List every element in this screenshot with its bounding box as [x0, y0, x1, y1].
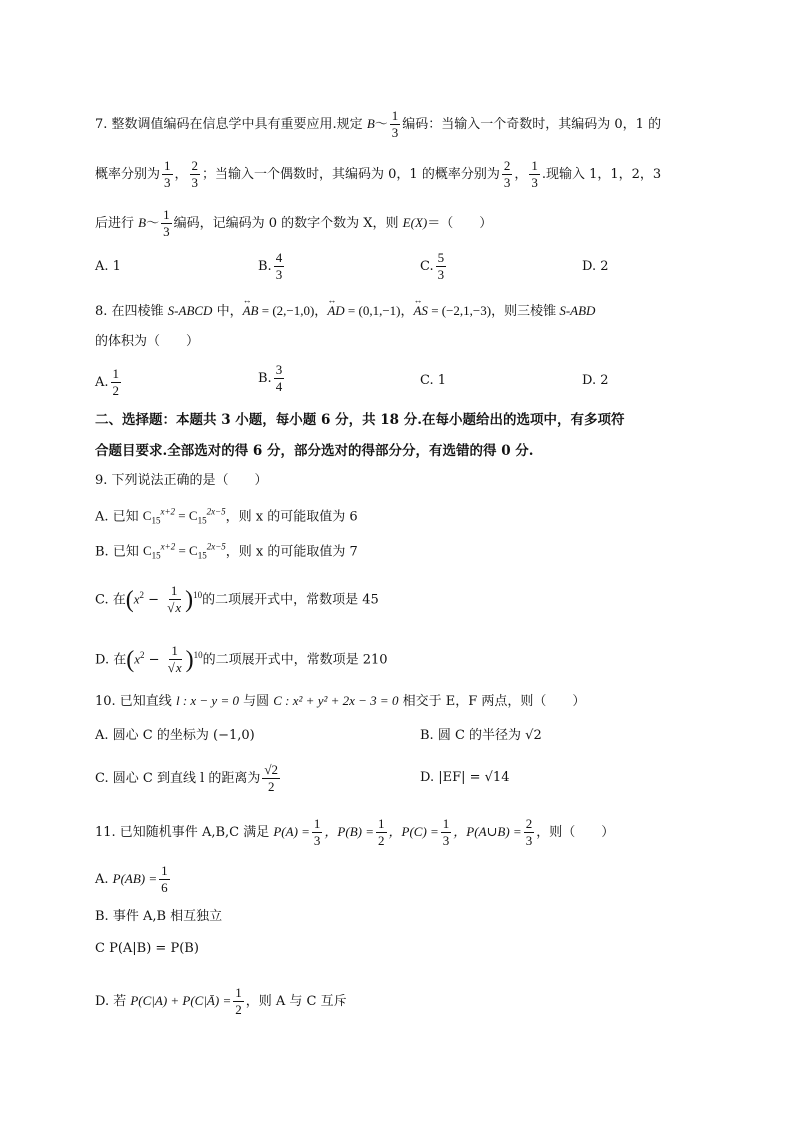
numerator: 1 [235, 985, 242, 1000]
q10-option-a: A. 圆心 C 的坐标为 (−1,0) [95, 728, 255, 743]
denominator: 2 [378, 833, 385, 848]
denominator: 3 [163, 224, 170, 239]
q7-option-c-fraction [436, 250, 447, 283]
numerator: 1 [391, 108, 399, 123]
comb-symbol: C [189, 543, 198, 559]
power: 10 [193, 590, 203, 600]
comb-n: 15 [151, 515, 161, 526]
q11-text: ，则（ ） [536, 825, 615, 840]
q9-text: ，则 x 的可能取值为 6 [225, 509, 358, 525]
var-x: x [133, 591, 140, 607]
numerator: 1 [161, 863, 168, 878]
q9-text: B. 已知 [95, 544, 143, 560]
denominator: 3 [503, 175, 511, 190]
q7-fraction [190, 158, 201, 191]
q10-option-c [95, 762, 282, 795]
q7-fraction [162, 158, 173, 191]
q8-line2: 的体积为（ ） [95, 334, 200, 349]
q7-option-b-fraction [274, 250, 285, 283]
q9-option-b [95, 538, 358, 565]
comb-k: 2x−5 [206, 542, 226, 552]
power: 10 [193, 650, 203, 660]
q7-option-d: D. 2 [582, 259, 609, 274]
q7-option-a: A. 1 [95, 259, 121, 274]
vector-ad: ↔ AD [327, 302, 344, 320]
binomial-fraction [165, 583, 183, 616]
q11-text: D. 若 [95, 994, 131, 1009]
comb-k: x+2 [160, 507, 176, 517]
comb-n: 15 [197, 550, 207, 561]
vector-as-value: = (−2,1,−3)，则三棱锥 [427, 303, 560, 318]
vector-as: ↔ AS [413, 302, 427, 320]
denominator: 2 [267, 779, 275, 794]
q7-text: 编码：当输入一个奇数时，其编码为 0，1 的 [402, 117, 662, 132]
q11-stem [95, 816, 614, 849]
numerator: 1 [531, 158, 538, 173]
exponent: 2 [140, 650, 145, 660]
conditional-sum: P(C|A) + P(C|Ā) = [130, 993, 232, 1008]
numerator: 2 [525, 816, 533, 831]
q7-tilde: ～ [374, 117, 388, 132]
q9-stem: 9. 下列说法正确的是（ ） [95, 473, 268, 488]
denominator: 3 [313, 833, 321, 848]
line-equation: l : x − y = 0 [175, 693, 239, 708]
numerator: 1 [163, 207, 170, 222]
q9-text: C. 在 [95, 592, 126, 608]
q9-text: D. 在 [95, 652, 127, 668]
denominator: √x [167, 660, 182, 676]
prob-a-union-b-value [524, 816, 535, 849]
numerator: 1 [171, 643, 178, 659]
q10-text: 10. 已知直线 [95, 694, 176, 709]
q8-text: 中， [212, 304, 243, 319]
vector-ab: ↔ AB [243, 302, 259, 320]
numerator: 2 [503, 158, 511, 173]
denominator: 3 [164, 175, 171, 190]
q8-option-a-fraction [111, 366, 122, 399]
comb-k: x+2 [160, 542, 176, 552]
q11-option-c: C P(A|B) = P(B) [95, 941, 199, 956]
q8-tri-name: S-ABD [559, 303, 596, 318]
denominator: 3 [525, 833, 533, 848]
q9-text: A. 已知 [95, 509, 143, 525]
q7-text: 编码，记编码为 0 的数字个数为 X，则 [173, 216, 403, 231]
q11-text: ，则 A 与 C 互斥 [245, 994, 347, 1009]
q10-text: C. 圆心 C 到直线 l 的距离为 [95, 771, 261, 786]
option-label: A. [95, 872, 113, 887]
q8-option-c: C. 1 [420, 373, 447, 388]
q8-option-a [95, 366, 123, 399]
q7-fraction [161, 207, 172, 240]
section2-heading-line1: 二、选择题：本题共 3 小题，每小题 6 分，共 18 分.在每小题给出的选项中，有多项符 [95, 412, 625, 428]
numerator: 1 [313, 816, 321, 831]
q10-text: 与圆 [238, 694, 274, 709]
denominator: 3 [391, 125, 399, 140]
denominator: 3 [531, 175, 538, 190]
q7-option-b [258, 250, 286, 283]
section2-heading-line2: 合题目要求.全部选对的得 6 分，部分选对的得部分分，有选错的得 0 分. [95, 443, 534, 459]
q7-text: 概率分别为 [95, 167, 161, 182]
q9-text: 的二项展开式中，常数项是 45 [202, 592, 379, 608]
q10-stem [95, 692, 585, 711]
q8-text: 8. 在四棱锥 [95, 304, 168, 319]
comb-symbol: C [142, 508, 152, 524]
q7-line2: 概率分别为 $\frac{1}{3}$ ， $\frac{2}{3}$ ；当输入一个偶数时，其编码为 0，1 的概率分别为 $\frac{2}{3}$ ， $\frac{1}{3}$ .现输入 1，1，2，3 [95, 158, 662, 190]
binomial-fraction [166, 643, 184, 676]
numerator: 4 [275, 250, 283, 265]
combination-expr: $C_{15}^{x+2} = C_{15}^{2x-5}$ [142, 542, 226, 561]
circle-equation: C : x² + y² + 2x − 3 = 0 [273, 693, 399, 708]
prob-a: P(A) = [273, 824, 310, 839]
prob-c-value [441, 816, 452, 849]
var-x: x [134, 651, 141, 667]
q7-text: 7. 整数调值编码在信息学中具有重要应用.规定 [95, 117, 367, 132]
q7-symbol: B [366, 116, 375, 131]
vector-ab-value: = (2,−1,0)， [258, 303, 328, 318]
q11-option-d [95, 985, 347, 1018]
q7-fraction [529, 158, 540, 191]
q7-fraction [502, 158, 513, 191]
q9-option-a [95, 503, 358, 530]
comb-symbol: C [142, 543, 152, 559]
numerator: 3 [275, 362, 283, 377]
numerator: 2 [191, 158, 199, 173]
denominator: 4 [275, 379, 283, 394]
numerator: 1 [112, 366, 120, 381]
option-label: A. [95, 375, 109, 390]
q8-option-b-fraction [274, 362, 285, 395]
prob-a-union-b: ，P(A∪B) = [453, 824, 522, 839]
prob-a-value [312, 816, 323, 849]
denominator: 3 [442, 833, 450, 848]
denominator: √x [167, 600, 182, 616]
conditional-sum-value [233, 985, 244, 1018]
comb-k: 2x−5 [206, 507, 226, 517]
q9-option-c: C. 在($x^2$ − $\frac{1}{√x}$ )$^{10}$的二项展开式中，常数项是 45 [95, 583, 379, 616]
q10-option-b: B. 圆 C 的半径为 √2 [420, 728, 542, 743]
denominator: 2 [235, 1002, 242, 1017]
comb-symbol: C [188, 508, 198, 524]
q9-option-d: D. 在($x^2$ − $\frac{1}{√x}$ )$^{10}$的二项展开式中，常数项是 210 [95, 643, 388, 676]
prob-ab: P(AB) = [112, 871, 158, 886]
q8-option-d: D. 2 [582, 373, 609, 388]
q7-text: ；当输入一个偶数时，其编码为 0，1 的概率分别为 [202, 167, 500, 182]
q10-option-d: D. |EF| = √14 [420, 770, 510, 785]
q8-line1 [95, 302, 595, 321]
prob-ab-value [159, 863, 170, 896]
q11-option-b: B. 事件 A,B 相互独立 [95, 909, 223, 924]
q7-text: .现输入 1，1，2，3 [541, 167, 662, 182]
denominator: 6 [161, 880, 168, 895]
q7-text: ＝（ ） [427, 216, 493, 231]
q11-text: 11. 已知随机事件 A,B,C 满足 [95, 825, 274, 840]
distance-fraction [262, 762, 280, 795]
q11-option-a [95, 863, 172, 896]
q10-text: 相交于 E，F 两点，则（ ） [398, 694, 586, 709]
q7-text: 后进行 [95, 216, 139, 231]
prob-c: ，P(C) = [388, 824, 439, 839]
q7-expectation: E(X) [402, 215, 428, 230]
denominator: 3 [275, 267, 283, 282]
vector-ad-value: = (0,1,−1)， [344, 303, 414, 318]
q7-symbol: B [138, 215, 147, 230]
q7-line3 [95, 207, 492, 240]
radicand: x [175, 600, 182, 616]
q9-text: 的二项展开式中，常数项是 210 [202, 652, 388, 668]
q7-line1 [95, 108, 661, 141]
radicand: x [175, 660, 182, 676]
numerator: 1 [378, 816, 385, 831]
option-label: C. [420, 259, 434, 274]
numerator: 1 [442, 816, 450, 831]
q8-pyramid-name: S-ABCD [167, 303, 213, 318]
combination-expr: $C_{15}^{x+2} = C_{15}^{2x-5}$ [142, 507, 226, 526]
comb-n: 15 [197, 515, 207, 526]
q8-option-b [258, 362, 286, 395]
prob-b-value [376, 816, 387, 849]
numerator: 1 [164, 158, 171, 173]
prob-b: ，P(B) = [324, 824, 374, 839]
denominator: 2 [112, 383, 120, 398]
option-label: B. [258, 371, 272, 386]
numerator: √2 [264, 762, 279, 777]
q9-text: ，则 x 的可能取值为 7 [225, 544, 358, 560]
option-label: B. [258, 259, 272, 274]
denominator: 3 [191, 175, 199, 190]
q7-fraction [390, 108, 401, 141]
numerator: 1 [170, 583, 178, 599]
numerator: 5 [437, 250, 445, 265]
denominator: 3 [437, 267, 445, 282]
comb-n: 15 [151, 550, 161, 561]
q7-option-c [420, 250, 448, 283]
q7-tilde: ～ [146, 216, 160, 231]
exponent: 2 [139, 590, 145, 600]
